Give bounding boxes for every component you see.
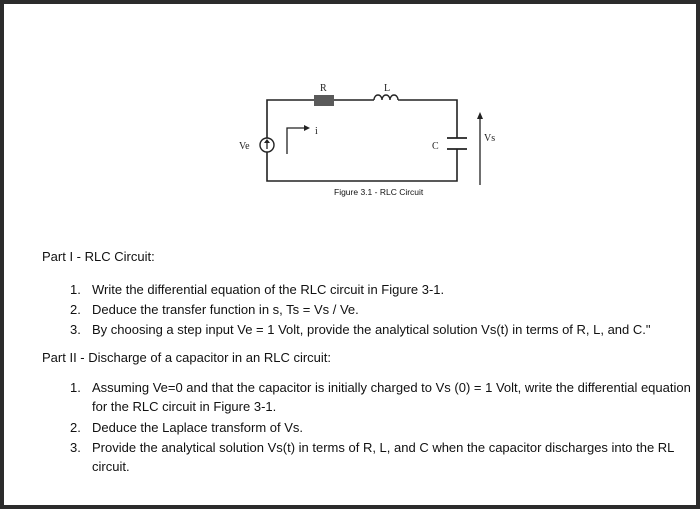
current-arrow — [287, 125, 310, 154]
label-c: C — [432, 141, 439, 152]
label-vs: Vs — [484, 133, 496, 144]
output-voltage-arrow — [477, 112, 483, 185]
part2-heading: Part II - Discharge of a capacitor in an RLC circuit: — [42, 350, 332, 365]
rlc-circuit-diagram — [4, 4, 696, 224]
label-l: L — [384, 83, 391, 94]
circuit-wires — [267, 100, 457, 181]
resistor-symbol — [314, 95, 334, 106]
inductor-symbol — [374, 95, 398, 100]
part1-heading: Part I - RLC Circuit: — [42, 249, 155, 264]
label-ve: Ve — [239, 141, 250, 152]
document-page: R L C Ve Vs i Figure 3.1 - RLC Circuit Part I - RLC Circuit: 1. Write the differential equation of the RLC circuit in Figure 3-1. 2. Deduce the transfer function in s, Ts = Vs / Ve. 3. By choosing a step input Ve = 1 Volt, provide the analytical solution Vs(t) in terms of R, L, and C." Part II - Discharge of a capacitor in an RLC circuit: 1. Assuming Ve=0 and that the capacitor is initially charged to Vs (0) = 1 Volt, write the differential equation for the RLC circuit in Figure 3-1. 2. Deduce the Laplace transform of Vs. 3. Provide the analytical solution Vs(t) in terms of R, L, and C when the capacitor discharges into the RL circuit. — [4, 4, 696, 505]
voltage-source-symbol — [260, 138, 274, 152]
label-r: R — [320, 83, 327, 94]
label-i: i — [315, 126, 318, 137]
figure-caption: Figure 3.1 - RLC Circuit — [334, 187, 424, 197]
capacitor-symbol — [447, 138, 467, 149]
